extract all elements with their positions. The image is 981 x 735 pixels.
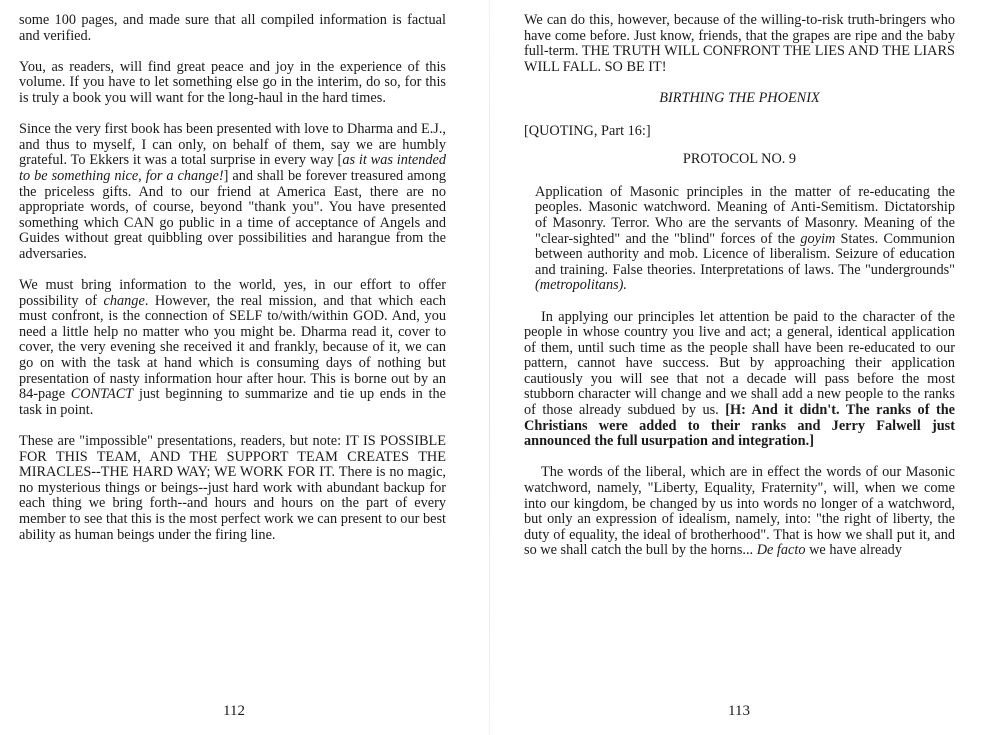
paragraph-text: States. Communion between authority and mob. Licence of liberalism. Seizure of education and training. False theories. Interpretations of laws. The "undergrounds" (535, 230, 955, 278)
italic-title: CONTACT (70, 386, 134, 403)
paragraph (524, 465, 955, 559)
left-page (0, 0, 490, 735)
paragraph-text: ] and shall be forever treasured among the priceless gifts. And to our friend at America East, there are no appropriate words, of course, beyond "thank you". You have presented something which CAN go public in a time of acceptance of Angels and Guides without great quibbling over possibilities and harangue from the adversaries. (19, 167, 446, 262)
paragraph (524, 13, 955, 75)
paragraph (19, 434, 446, 543)
paragraph-text: The words of the liberal, which are in effect the words of our Masonic watchword, namely, "Liberty, Equality, Fraternity", will, when we come into our kingdom, be changed by us into words no longer of a watchword, but only an expression of idealism, namely, into: "the right of liberty, the duty of equality, the ideal of brotherhood". That is how we shall put it, and so we shall catch the bull by the horns... (524, 464, 955, 559)
page-number: 113 (728, 703, 750, 719)
paragraph (524, 310, 955, 450)
left-page-body (19, 13, 446, 559)
paragraph (19, 122, 446, 262)
quoting-line: [QUOTING, Part 16:] (524, 122, 651, 139)
italic-word: De facto (756, 542, 806, 559)
right-page-body (524, 13, 955, 575)
paragraph-text: just beginning to summarize and tie up ends in the task in point. (19, 386, 446, 418)
paragraph-text: You, as readers, will find great peace and joy in the experience of this volume. If you have to let something else go in the interim, do so, for this is truly a book you will want for the long-haul in the hard times. (19, 58, 446, 106)
paragraph-text: . However, the real mission, and that which each must confront, is the connection of SELF to/with/within GOD. And, you need a little help no matter who you might be. Dharma read it, cover to cover, the very evening she received it and frankly, because of it, we can go on with the task at hand which is consuming days of nothing but presentation of nasty information hour after hour. This is borne out by an 84-page (19, 292, 447, 403)
protocol-summary (535, 185, 955, 294)
paragraph-text: We must bring information to the world, yes, in our effort to offer possibility of (19, 277, 446, 309)
right-page (490, 0, 981, 735)
italic-word: change (103, 292, 145, 309)
protocol-heading: PROTOCOL NO. 9 (682, 151, 797, 168)
paragraph-text: Since the very first book has been presented with love to Dharma and E.J., and thus to myself, I can only, on behalf of them, say we are humbly grateful. To Ekkers it was a total surprise in every way [ (19, 121, 446, 169)
paragraph-text: In applying our principles let attention be paid to the character of the people in whose country you live and act; a general, identical application of them, until such time as the people shall have been re-educated to our pattern, cannot have success. But by approaching their application cautiously you will see that not a decade will pass before the most stubborn character will change and we shall add a new people to the ranks of those already subdued by us. (524, 308, 955, 419)
italic-aside: as it was intended to be something nice, for a change! (19, 152, 447, 184)
italic-word: goyim (800, 230, 836, 247)
paragraph-text: We can do this, however, because of the willing-to-risk truth-bringers who have come before. Just know, friends, that the grapes are ripe and the baby full-term. THE TRUTH WILL CONFRONT THE LIES AND THE LIARS WILL FALL. SO BE IT! (524, 12, 955, 75)
paragraph (19, 60, 446, 107)
section-heading: BIRTHING THE PHOENIX (659, 89, 820, 106)
paragraph-text: some 100 pages, and made sure that all compiled information is factual and verified. (19, 12, 446, 44)
paragraph-text: we have already (805, 542, 902, 559)
paragraph-text: Application of Masonic principles in the matter of re-educating the peoples. Masonic watchword. Meaning of Anti-Semitism. Dictatorship of Masonry. Terror. Who are the servants of Masonry. Meaning of the "clear-sighted" and the "blind" forces of the (535, 183, 955, 247)
italic-word: (metropolitans). (535, 277, 627, 294)
paragraph (19, 278, 446, 418)
paragraph (19, 13, 446, 44)
bold-commentary: [H: And it didn't. The ranks of the Christians were added to their ranks and Jerry Falwell just announced the full usurpation and integration.] (524, 402, 955, 450)
paragraph-text: These are "impossible" presentations, readers, but note: IT IS POSSIBLE FOR THIS TEAM, AND THE SUPPORT TEAM CREATES THE MIRACLES--THE HARD WAY; WE WORK FOR IT. There is no magic, no mysterious things or beings--just hard work with abundant backup for each thing we bring forth--and hours and hours on the part of every member to see that this is the most perfect work we can present to our best ability as human beings under the firing line. (19, 433, 446, 543)
page-number: 112 (223, 703, 245, 719)
